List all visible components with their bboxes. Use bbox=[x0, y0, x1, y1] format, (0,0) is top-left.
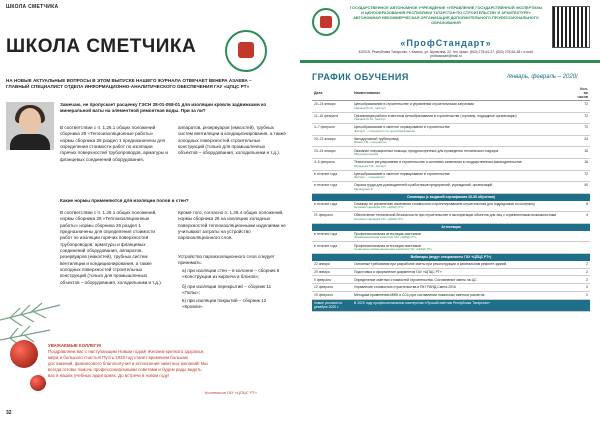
schedule-title: ГРАФИК ОБУЧЕНИЯ bbox=[312, 72, 409, 82]
row-name bbox=[352, 284, 574, 292]
row-date: 19 февраля bbox=[312, 292, 352, 300]
answer-2-col-2b: Устройство пароизоляционного слоя следует принимать: bbox=[178, 254, 275, 266]
row-title: Профессиональная аттестация сметчиков bbox=[354, 243, 421, 248]
intro-text: НА НОВЫЕ АКТУАЛЬНЫЕ ВОПРОСЫ В ЭТОМ ВЫПУСКЕ НАШЕГО ЖУРНАЛА ОТВЕЧАЕТ ВЕНЕРА АЗАЕВА – ГЛАВНЫЙ СПЕЦИАЛИСТ ОТДЕЛА ИНФОРМАЦИОННО-АНАЛИТИЧЕСКОГО ОБЕСПЕЧЕНИЯ ГАУ «ЦПЦС РТ» bbox=[6, 78, 252, 90]
row-title: Ценообразование и сметное нормирование в строительстве bbox=[354, 171, 450, 176]
answer-1-col-1: В соответствии с п. 1.26.1 общих положений сборника 26 «Теплоизоляционные работы» нормы сборника 26 раздел 1 предназначены для определения стоимости работ по изоляции горячих поверхностей трубопроводов, арматуры и фланцевых соединений оборудования, bbox=[60, 125, 168, 162]
row-title: Управление стоимостью строительства в ПК ГРАНД-Смета 2016 bbox=[354, 285, 456, 290]
row-hours bbox=[574, 231, 590, 242]
row-date: новые условия по декабрю 2020 г. bbox=[312, 299, 352, 311]
answer-2-col-2c: а) при изоляции стен – в колонне – сборник 8 «Конструкции из кирпича и блоков»; bbox=[182, 268, 280, 280]
row-lecturer: Гамзаев Ю.М., эксперт bbox=[354, 117, 386, 122]
row-lecturer: Серверная экзаменационная комиссия ГАУ «ЦПЦС РТ» bbox=[354, 246, 433, 251]
row-name bbox=[352, 261, 574, 268]
row-date: 21 февраля bbox=[312, 212, 352, 224]
row-date: 20–22 января bbox=[312, 135, 352, 147]
row-name bbox=[352, 242, 574, 254]
row-title: Определение сметных стоимостей строительства. Составление сметы на ЦС bbox=[354, 277, 477, 282]
row-title: Ценообразование и сметное нормирование в строительстве bbox=[354, 125, 450, 130]
row-hours: 40 bbox=[574, 182, 590, 194]
table-row bbox=[312, 299, 590, 311]
row-hours: 72 bbox=[574, 112, 590, 124]
letterhead bbox=[300, 0, 600, 62]
row-name bbox=[352, 124, 574, 136]
contact-address: 420015, Республика Татарстан, г. Казань, ул. Шульгина, 22, тел./факс: (843) 278-64-37, (843) 278-64-38 • e-mail: profstandart@mail.ru bbox=[358, 50, 534, 58]
table-row bbox=[312, 182, 590, 194]
row-date: 23–24 января bbox=[312, 147, 352, 159]
row-title: В 2020 году профессиональные мастерства «Лучший сметчик Республики Татарстан» bbox=[352, 299, 590, 311]
section-title: Семинары (с выдачей сертификата 20-30 обучения) bbox=[312, 193, 590, 200]
row-lecturer: Минжураев Р. bbox=[354, 186, 374, 191]
section-title: Аттестация bbox=[312, 223, 590, 230]
row-hours: 16 bbox=[574, 147, 590, 159]
table-row bbox=[312, 231, 590, 242]
row-lecturer: Мизунова Аксана bbox=[354, 151, 379, 156]
row-title: Охрана труда для руководителей и работников предприятий, учреждений, организаций bbox=[354, 183, 493, 188]
organization-logo bbox=[312, 8, 340, 36]
row-name bbox=[352, 212, 574, 224]
row-name bbox=[352, 292, 574, 300]
row-title: Организация работы в местном ценообразовании в строительстве (торговля, подрядные организации) bbox=[354, 113, 517, 118]
divider bbox=[300, 60, 600, 63]
table-row bbox=[312, 158, 590, 170]
page-title: ШКОЛА СМЕТЧИКА bbox=[6, 36, 197, 57]
table-row bbox=[312, 292, 590, 300]
row-title: Автодорожный трубопровод bbox=[354, 137, 399, 142]
row-lecturer: Эксперт – специалист по ценообразованию bbox=[354, 128, 415, 133]
organization-name: ГОСУДАРСТВЕННОЕ АВТОНОМНОЕ УЧРЕЖДЕНИЕ «УПРАВЛЕНИЕ ГОСУДАРСТВЕННОЙ ЭКСПЕРТИЗЫ И ЦЕНООБРАЗОВАНИЯ РЕСПУБЛИКИ ТАТАРСТАН ПО СТРОИТЕЛЬСТВУ И АРХИТЕКТУРЕ» АВТОНОМНАЯ НЕКОММЕРЧЕСКАЯ ОРГАНИЗАЦИЯ ДОПОЛНИТЕЛЬНОГО ПРОФЕССИОНАЛЬНОГО ОБРАЗОВАНИЯ bbox=[349, 6, 543, 25]
table-header-row bbox=[312, 86, 590, 101]
row-name bbox=[352, 101, 574, 113]
row-date: 5 февраля bbox=[312, 276, 352, 284]
row-name bbox=[352, 170, 574, 182]
section-title: Вебинары (ведут специалисты ГАУ «ЦПЦС РТ») bbox=[312, 253, 590, 260]
table-row bbox=[312, 201, 590, 212]
answer-2-col-2e: в) при изоляции покрытий – сборник 12 «Кровли». bbox=[182, 298, 267, 310]
table-row bbox=[312, 268, 590, 276]
row-date: 4–6 февраля bbox=[312, 158, 352, 170]
table-row bbox=[312, 101, 590, 113]
row-hours: 24 bbox=[574, 135, 590, 147]
section-row bbox=[312, 223, 590, 230]
row-name bbox=[352, 201, 574, 212]
row-title: Основные требования при разработке сметы при реконструкции и капитальном ремонте зданий bbox=[354, 261, 507, 266]
row-title: Подготовка и оформление документов ГАУ «ЦПЦС РТ» bbox=[354, 269, 442, 274]
table-row bbox=[312, 276, 590, 284]
table-row bbox=[312, 212, 590, 224]
row-title: Методика применения МЖК и ССЦ при составлении локальных сметных расчетов bbox=[354, 293, 485, 298]
row-date: в течение года bbox=[312, 182, 352, 194]
row-title: Ценообразование в строительстве и управлении строительными затратами bbox=[354, 102, 474, 107]
row-hours: 2 bbox=[574, 261, 590, 268]
schedule-table bbox=[312, 86, 590, 312]
table-row bbox=[312, 284, 590, 292]
ornament-ball-icon bbox=[30, 375, 46, 391]
row-name bbox=[352, 147, 574, 159]
greeting-signature: Коллектив ГАУ «ЦПЦС РТ» bbox=[205, 390, 257, 395]
row-name bbox=[352, 268, 574, 276]
row-lecturer: Гамзаев Ю.М., эксперт bbox=[354, 105, 386, 110]
answer-2-col-1: В соответствии с п. 1.26.1 общих положений, нормы сборника 26 «Теплоизоляционные работы» нормы сборника 26 раздел 1 предназначены для определения стоимости работ по изоляции горячих поверхностей трубопроводов, арматуры и фланцевых соединений оборудования, аппаратов, резервуаров (емкостей), трубных систем вентиляции и кондиционирования, а также холодных поверхностей строительных конструкций (только для промышленных объектов – оборудования, холодильники и т.д.). bbox=[60, 210, 163, 285]
column-hours: Кол-во часов bbox=[574, 86, 590, 101]
row-date: 22 января bbox=[312, 261, 352, 268]
row-hours: 8 bbox=[574, 201, 590, 212]
row-hours bbox=[574, 242, 590, 254]
answer-1-col-2: аппаратов, резервуаров (емкостей), трубных систем вентиляции и кондиционирования, а также холодных поверхностей строительных конструкций (только для промышленных объектов – оборудования, холодильники и т.д.). bbox=[178, 125, 286, 156]
row-name bbox=[352, 112, 574, 124]
column-name: Наименование bbox=[352, 86, 574, 101]
row-lecturer: Ниязова Саркадия ГАУ «ЦПЦС РТ» bbox=[354, 216, 404, 221]
ornament-ball-icon bbox=[10, 340, 38, 368]
column-date: Дата bbox=[312, 86, 352, 101]
schedule-subtitle: /январь, февраль – 2020/ bbox=[507, 74, 578, 80]
section-row bbox=[312, 253, 590, 260]
row-name bbox=[352, 231, 574, 242]
greeting-block bbox=[48, 343, 208, 379]
certificate-badge-icon bbox=[552, 6, 590, 48]
row-date: в течение года bbox=[312, 242, 352, 254]
row-name bbox=[352, 276, 574, 284]
row-hours: 2 bbox=[574, 268, 590, 276]
table-row bbox=[312, 135, 590, 147]
row-date: 11–16 февраля bbox=[312, 112, 352, 124]
right-page bbox=[300, 0, 600, 424]
answer-2-col-2a: Кроме того, согласно п. 1.26.4 общих положений, нормы сборника 26 на изоляцию холодных поверхностей теплоизоляционными изделиями не учитывают затраты на устройство пароизоляционного слоя. bbox=[178, 210, 286, 241]
organization-logo bbox=[225, 30, 267, 72]
row-hours: 16 bbox=[574, 158, 590, 170]
row-title: Обеспечение технической безопасности при строительстве и эксплуатации объектов для лиц с ограниченными возможностями bbox=[354, 213, 557, 218]
expert-photo bbox=[6, 102, 54, 150]
table-row bbox=[312, 242, 590, 254]
row-hours: 72 bbox=[574, 124, 590, 136]
row-name bbox=[352, 182, 574, 194]
section-row bbox=[312, 193, 590, 200]
table-row bbox=[312, 261, 590, 268]
row-lecturer: Юринская Г.В., эксперт bbox=[354, 163, 387, 168]
row-lecturer: Эксперт – специалист bbox=[354, 175, 385, 180]
row-title: Семинар по управлению изменения стоимостью и проектированием строительства для подрядчиков по контракту bbox=[354, 201, 535, 206]
row-title: Оказание операционных помощь, предусмотренных для проведения технического надзора bbox=[354, 148, 499, 153]
row-name bbox=[352, 135, 574, 147]
row-lecturer: Экзаменационная комиссия ГАУ «ЦПЦС РТ» bbox=[354, 235, 417, 240]
row-hours: 4 bbox=[574, 212, 590, 224]
answer-2-col-2d: б) при изоляции перекрытий – сборник 11 «Полы»; bbox=[182, 284, 272, 296]
row-date: в течение года bbox=[312, 231, 352, 242]
page-number: 32 bbox=[6, 410, 12, 416]
row-date: в течение года bbox=[312, 201, 352, 212]
question-2: Какие нормы применяются для изоляции полов и стен? bbox=[60, 198, 189, 203]
question-1: Замечаю, не пропускает расценку ГЭСН 28-01-058-01 для изоляции кровли задвижками из минеральной ваты на элементной ремонтная воды. При за ли? bbox=[60, 102, 267, 114]
row-hours: 72 bbox=[574, 101, 590, 113]
row-date: 3–7 февраля bbox=[312, 124, 352, 136]
row-title: Техническое регулирование в строительстве и основные изменения в государственном законодательстве bbox=[354, 160, 522, 165]
row-name bbox=[352, 158, 574, 170]
table-row bbox=[312, 124, 590, 136]
row-hours: 2 bbox=[574, 276, 590, 284]
brand-name: «ПрофСтандарт» bbox=[400, 38, 492, 48]
table-row bbox=[312, 170, 590, 182]
row-title: Профессиональная аттестация сметчиков bbox=[354, 231, 421, 236]
row-hours: 2 bbox=[574, 284, 590, 292]
row-lecturer: Ямкин Т.В., специалист bbox=[354, 140, 387, 145]
row-date: 20–24 января bbox=[312, 101, 352, 113]
greeting-text: Поздравляем вас с наступающим Новым годом! Желаем крепкого здоровья, мира и большого счастья! Пусть 2020 год станет временем больших достижений, финансового благополучия и исполнения заветных желаний! Мы всегда готовы помочь профессиональными советами и будем рады видеть вас в наших учебных аудиториях. До встречи в новом году! bbox=[48, 348, 208, 378]
table-row bbox=[312, 112, 590, 124]
greeting-title: УВАЖАЕМЫЕ КОЛЛЕГИ! bbox=[48, 343, 102, 348]
row-hours: 72 bbox=[574, 170, 590, 182]
table-row bbox=[312, 147, 590, 159]
section-label: ШКОЛА СМЕТЧИКА bbox=[6, 4, 59, 10]
row-date: 12 февраля bbox=[312, 284, 352, 292]
row-hours: 2 bbox=[574, 292, 590, 300]
row-lecturer: Ниязова Саркадия ГАУ «ЦПЦС РТ» bbox=[354, 205, 404, 210]
row-date: 29 января bbox=[312, 268, 352, 276]
row-date: в течение года bbox=[312, 170, 352, 182]
